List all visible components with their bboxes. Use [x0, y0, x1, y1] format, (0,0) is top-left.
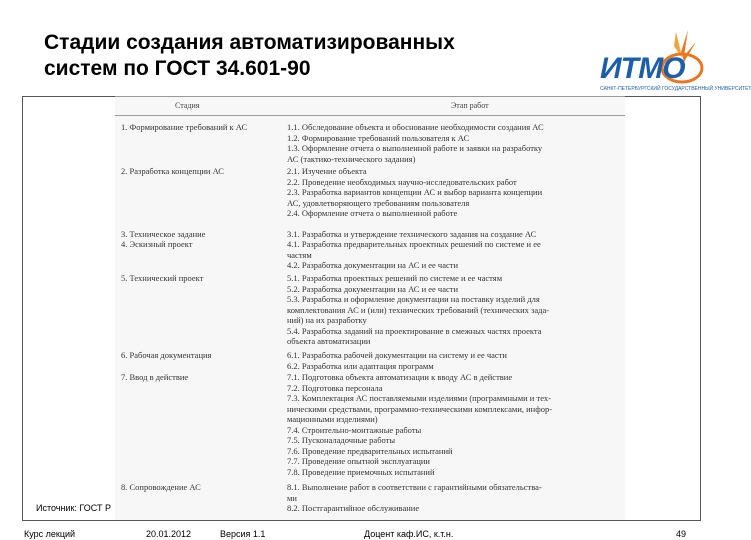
work-item: АС (тактико-технического задания) [287, 153, 416, 164]
itmo-logo-text: ИТМО [600, 52, 685, 85]
slide-title [44, 30, 524, 82]
works-cell [287, 122, 621, 164]
work-item: 4.1. Разработка предварительных проектных решений по системе и ее [287, 239, 541, 249]
footer-date: 20.01.2012 [146, 529, 192, 539]
work-item: 1.1. Обследование объекта и обоснование необходимости создания АС [287, 122, 544, 132]
header-stage: Стадия [175, 101, 200, 110]
stage-cell: 3. Техническое задание [121, 229, 206, 239]
work-item: 7.2. Подготовка персонала [287, 382, 383, 393]
footer-version: Версия 1.1 [220, 529, 266, 539]
works-cell [287, 372, 621, 477]
gost-stages-table [115, 96, 625, 520]
work-item: 7.3. Комплектация АС поставляемыми изделиями (программными и тех- [287, 393, 551, 403]
stage-cell: 7. Ввод в действие [121, 372, 189, 382]
work-item: 2.1. Изучение объекта [287, 166, 367, 176]
work-item: 7.7. Проведение опытной эксплуатации [287, 456, 430, 466]
work-item: частям [287, 249, 312, 260]
stage-cell: 8. Сопровождение АС [121, 482, 201, 492]
work-item: 2.3. Разработка вариантов концепции АС и выбор варианта концепции [287, 187, 543, 197]
work-item: мационными изделиями) [287, 414, 378, 424]
stage-cell: 6. Рабочая документация [121, 350, 212, 360]
work-item: 5.4. Разработка заданий на проектирование в смежных частях проекта [287, 325, 542, 336]
footer-course: Курс лекций [24, 529, 76, 539]
table-header [115, 96, 625, 116]
work-item: 4.2. Разработка документации на АС и ее части [287, 260, 459, 270]
stage-cell: 1. Формирование требований к АС [121, 122, 248, 132]
works-cell [287, 350, 621, 371]
slide-title-line-1: Стадии создания автоматизированных [44, 31, 455, 54]
header-work: Этап работ [451, 101, 489, 110]
work-item: ми [287, 492, 297, 503]
footer-page-number: 49 [676, 529, 687, 539]
stage-cell: 2. Разработка концепции АС [121, 166, 224, 176]
work-item: ническими средствами, программно-техническими комплексами, инфор- [287, 403, 553, 414]
stage-cell: 5. Технический проект [121, 273, 204, 283]
work-item: 7.5. Пусконаладочные работы [287, 435, 396, 445]
works-cell [287, 229, 621, 240]
work-item: 7.6. Проведение предварительных испытаний [287, 445, 453, 456]
work-item: 2.4. Оформление отчета о выполненной работе [287, 208, 458, 218]
work-item: комплектования АС и (или) технических требований (технических зада- [287, 304, 550, 315]
work-item: 8.2. Постгарантийное обслуживание [287, 503, 420, 513]
work-item: 7.4. Строительно-монтажные работы [287, 424, 422, 435]
work-item: объекта автоматизации [287, 336, 371, 346]
work-item: 7.1. Подготовка объекта автоматизации к вводу АС в действие [287, 372, 513, 382]
works-cell [287, 239, 621, 271]
work-item: 5.2. Разработка документации на АС и ее части [287, 283, 459, 294]
work-item: АС, удовлетворяющего требованиям пользователя [287, 197, 470, 208]
works-cell [287, 482, 621, 514]
works-cell [287, 273, 621, 347]
slide-title-line-2: систем по ГОСТ 34.601-90 [44, 57, 311, 80]
stage-cell: 4. Эскизный проект [121, 239, 193, 249]
work-item: 6.2. Разработка или адаптация программ [287, 360, 434, 371]
work-item: 2.2. Проведение необходимых научно-исследовательских работ [287, 176, 517, 187]
works-cell [287, 166, 621, 219]
work-item: 8.1. Выполнение работ в соответствии с гарантийными обязательства- [287, 482, 542, 492]
work-item: 3.1. Разработка и утверждение технического задания на создание АС [287, 229, 537, 239]
source-note: Источник: ГОСТ Р [36, 503, 111, 513]
work-item: 6.1. Разработка рабочей документации на систему и ее части [287, 350, 507, 360]
itmo-logo-subtitle: САНКТ-ПЕТЕРБУРГСКИЙ ГОСУДАРСТВЕННЫЙ УНИВЕРСИТЕТ [600, 86, 751, 92]
work-item: ний) на их разработку [287, 315, 367, 325]
work-item: 5.3. Разработка и оформление документации на поставку изделий для [287, 294, 540, 304]
work-item: 1.2. Формирование требований пользователя к АС [287, 132, 470, 143]
work-item: 1.3. Оформление отчета о выполненной работе и заявки на разработку [287, 143, 543, 153]
work-item: 7.8. Проведение приемочных испытаний [287, 466, 435, 477]
work-item: 5.1. Разработка проектных решений по системе и ее частям [287, 273, 503, 283]
footer-author: Доцент каф.ИС, к.т.н. [364, 529, 454, 539]
